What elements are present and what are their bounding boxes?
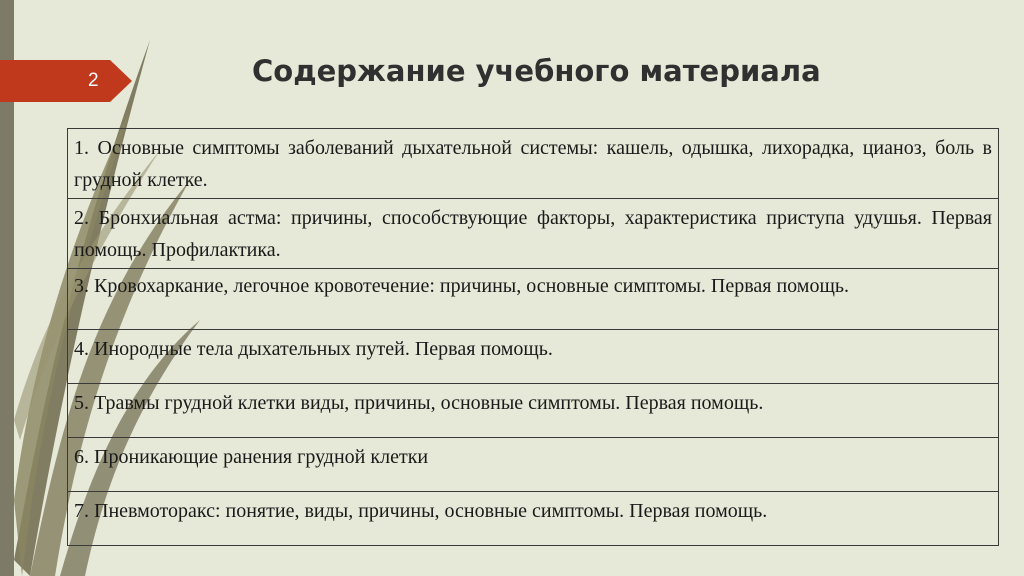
- table-cell: 5. Травмы грудной клетки виды, причины, основные симптомы. Первая помощь.: [68, 384, 999, 438]
- table-row: [68, 492, 999, 546]
- table-cell: 1. Основные симптомы заболеваний дыхательной системы: кашель, одышка, лихорадка, цианоз, боль в грудной клетке.: [68, 129, 999, 199]
- table-cell: 6. Проникающие ранения грудной клетки: [68, 438, 999, 492]
- table-row: [68, 199, 999, 269]
- table-row: [68, 384, 999, 438]
- slide-number: 2: [88, 70, 99, 91]
- table-row: [68, 330, 999, 384]
- table-row: [68, 438, 999, 492]
- table-row: [68, 269, 999, 330]
- table-cell: 3. Кровохаркание, легочное кровотечение: причины, основные симптомы. Первая помощь.: [68, 269, 999, 330]
- slide-title: Содержание учебного материала: [252, 54, 821, 88]
- table-row: [68, 129, 999, 199]
- table-cell: 7. Пневмоторакс: понятие, виды, причины, основные симптомы. Первая помощь.: [68, 492, 999, 546]
- slide-number-tab: [0, 60, 132, 102]
- content-table: [67, 128, 999, 546]
- table-cell: 4. Инородные тела дыхательных путей. Первая помощь.: [68, 330, 999, 384]
- table-cell: 2. Бронхиальная астма: причины, способствующие факторы, характеристика приступа удушья. Первая помощь. Профилактика.: [68, 199, 999, 269]
